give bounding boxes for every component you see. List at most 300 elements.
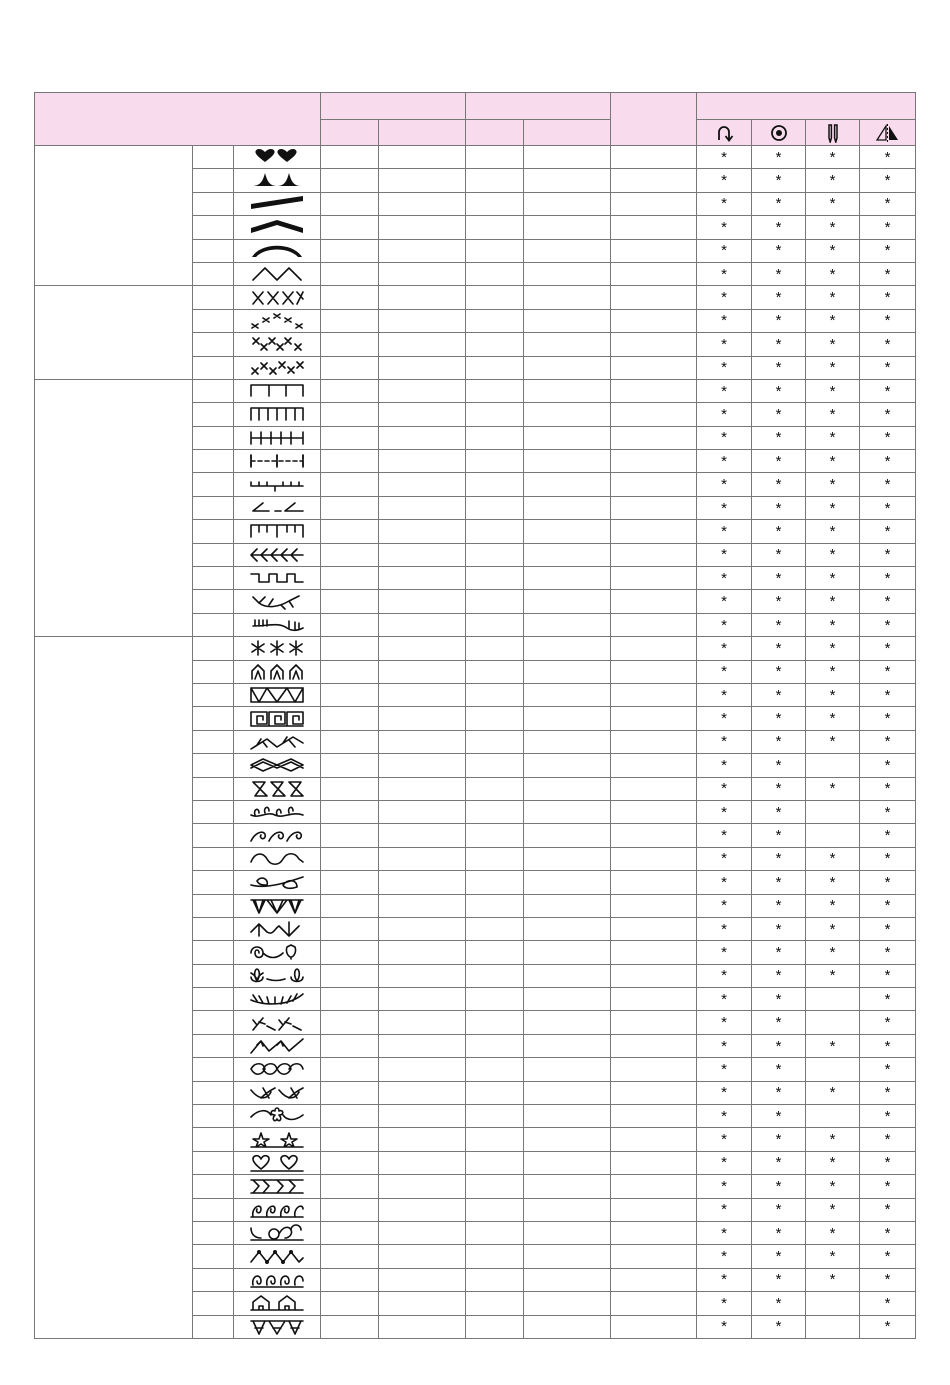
twin-needle-mark: * [806, 1245, 860, 1268]
setting-cell [321, 871, 379, 894]
stitch-number-cell [193, 450, 234, 473]
reverse-stitch-mark: * [697, 146, 752, 169]
setting-cell [321, 169, 379, 192]
setting-cell [321, 1128, 379, 1151]
mirror-image-mark: * [860, 216, 916, 239]
setting-cell [524, 1175, 611, 1198]
setting-cell [379, 379, 466, 402]
dashed-ladder-stitch-icon [234, 450, 321, 473]
reverse-stitch-mark: * [697, 1081, 752, 1104]
stitch-number-cell [193, 613, 234, 636]
tie-off-mark: * [752, 426, 806, 449]
twin-needle-mark: * [806, 1198, 860, 1221]
stitch-number-cell [193, 356, 234, 379]
setting-cell [379, 1011, 466, 1034]
setting-cell [524, 777, 611, 800]
setting-cell [611, 637, 697, 660]
setting-cell [379, 1221, 466, 1244]
stitch-number-cell [193, 1315, 234, 1338]
setting-cell [611, 1128, 697, 1151]
square-wave-stitch-icon [234, 567, 321, 590]
mirror-image-mark: * [860, 730, 916, 753]
tie-off-icon [752, 120, 806, 146]
reverse-stitch-mark: * [697, 520, 752, 543]
reverse-stitch-mark: * [697, 496, 752, 519]
mirror-image-mark: * [860, 800, 916, 823]
reverse-stitch-mark: * [697, 1105, 752, 1128]
reverse-stitch-mark: * [697, 590, 752, 613]
setting-cell [466, 356, 524, 379]
setting-cell [466, 1058, 524, 1081]
blanket-step-stitch-icon [234, 520, 321, 543]
reverse-stitch-mark: * [697, 473, 752, 496]
tie-off-mark: * [752, 1034, 806, 1057]
setting-cell [611, 403, 697, 426]
reverse-stitch-mark: * [697, 239, 752, 262]
twin-needle-mark: * [806, 403, 860, 426]
reverse-stitch-mark: * [697, 1245, 752, 1268]
tie-off-mark: * [752, 1128, 806, 1151]
setting-cell [611, 1151, 697, 1174]
setting-cell [524, 1151, 611, 1174]
setting-cell [466, 286, 524, 309]
twin-needle-mark: * [806, 543, 860, 566]
stitch-number-cell [193, 660, 234, 683]
spiral-wave-stitch-icon [234, 824, 321, 847]
mirror-image-mark: * [860, 1081, 916, 1104]
setting-cell [379, 894, 466, 917]
mirror-image-mark: * [860, 1198, 916, 1221]
setting-cell [379, 496, 466, 519]
setting-cell [379, 309, 466, 332]
tie-off-mark: * [752, 520, 806, 543]
stitch-number-cell [193, 333, 234, 356]
setting-cell [524, 286, 611, 309]
tie-off-mark: * [752, 1292, 806, 1315]
tie-off-mark: * [752, 754, 806, 777]
setting-cell [524, 824, 611, 847]
header-functions [697, 93, 916, 120]
setting-cell [379, 333, 466, 356]
twin-needle-mark [806, 1011, 860, 1034]
setting-cell [379, 964, 466, 987]
mirror-image-mark: * [860, 707, 916, 730]
setting-cell [524, 1221, 611, 1244]
mirror-image-mark: * [860, 239, 916, 262]
setting-cell [321, 800, 379, 823]
setting-cell [379, 426, 466, 449]
reverse-stitch-mark: * [697, 309, 752, 332]
setting-cell [379, 660, 466, 683]
mirror-image-mark: * [860, 824, 916, 847]
setting-cell [466, 707, 524, 730]
setting-cell [466, 1128, 524, 1151]
setting-cell [466, 379, 524, 402]
setting-cell [466, 824, 524, 847]
tie-off-mark: * [752, 1081, 806, 1104]
mirror-image-mark: * [860, 1128, 916, 1151]
setting-cell [524, 637, 611, 660]
mirror-image-mark: * [860, 660, 916, 683]
ladder-stitch-icon [234, 426, 321, 449]
setting-cell [466, 216, 524, 239]
mirror-image-mark: * [860, 333, 916, 356]
setting-cell [379, 1105, 466, 1128]
loops-stitch-icon [234, 1198, 321, 1221]
setting-cell [321, 1058, 379, 1081]
twin-needle-mark: * [806, 192, 860, 215]
setting-cell [379, 1245, 466, 1268]
mirror-image-mark: * [860, 356, 916, 379]
twin-needle-mark [806, 1058, 860, 1081]
twin-needle-mark: * [806, 894, 860, 917]
blanket-dense-stitch-icon [234, 403, 321, 426]
mirror-image-mark: * [860, 613, 916, 636]
stitch-category-cell [35, 637, 193, 1339]
setting-cell [321, 777, 379, 800]
setting-cell [611, 262, 697, 285]
flower-vine-stitch-icon [234, 1105, 321, 1128]
arrow-vine-stitch-icon [234, 1034, 321, 1057]
setting-cell [611, 847, 697, 870]
setting-cell [611, 567, 697, 590]
setting-cell [466, 567, 524, 590]
tie-off-mark: * [752, 1151, 806, 1174]
setting-cell [524, 192, 611, 215]
tie-off-mark: * [752, 356, 806, 379]
setting-cell [321, 426, 379, 449]
setting-cell [321, 1198, 379, 1221]
setting-cell [379, 543, 466, 566]
twin-needle-mark: * [806, 426, 860, 449]
setting-cell [466, 1105, 524, 1128]
setting-cell [524, 894, 611, 917]
leaf-vine-stitch-icon [234, 871, 321, 894]
triangle-diamond-stitch-icon [234, 683, 321, 706]
stitch-number-cell [193, 403, 234, 426]
setting-cell [321, 146, 379, 169]
setting-cell [524, 871, 611, 894]
setting-cell [321, 473, 379, 496]
setting-cell [321, 1011, 379, 1034]
setting-cell [524, 800, 611, 823]
stitch-number-cell [193, 1011, 234, 1034]
hearts-outline-stitch-icon [234, 1151, 321, 1174]
stitch-number-cell [193, 543, 234, 566]
tie-off-mark: * [752, 777, 806, 800]
setting-cell [524, 917, 611, 940]
table-row [35, 379, 916, 402]
setting-cell [611, 192, 697, 215]
setting-cell [611, 309, 697, 332]
setting-cell [379, 777, 466, 800]
setting-cell [466, 964, 524, 987]
stitch-number-cell [193, 146, 234, 169]
stitch-number-cell [193, 286, 234, 309]
tie-off-mark: * [752, 871, 806, 894]
stitch-number-cell [193, 239, 234, 262]
setting-cell [379, 847, 466, 870]
setting-cell [321, 660, 379, 683]
stitch-number-cell [193, 637, 234, 660]
setting-cell [611, 754, 697, 777]
setting-cell [466, 683, 524, 706]
setting-cell [321, 543, 379, 566]
twin-needle-mark: * [806, 941, 860, 964]
setting-cell [466, 847, 524, 870]
mirror-image-mark: * [860, 1058, 916, 1081]
setting-cell [379, 216, 466, 239]
mirror-image-mark: * [860, 871, 916, 894]
mirror-image-mark: * [860, 450, 916, 473]
stitch-number-cell [193, 426, 234, 449]
reverse-stitch-mark: * [697, 637, 752, 660]
mirror-image-mark: * [860, 1011, 916, 1034]
setting-cell [321, 239, 379, 262]
tie-off-mark: * [752, 1198, 806, 1221]
setting-cell [379, 1081, 466, 1104]
mirror-image-mark: * [860, 777, 916, 800]
stitch-number-cell [193, 1081, 234, 1104]
setting-cell [379, 917, 466, 940]
mirror-image-mark: * [860, 379, 916, 402]
setting-cell [611, 286, 697, 309]
diamond-zigzag-stitch-icon [234, 754, 321, 777]
twin-needle-mark: * [806, 169, 860, 192]
setting-cell [466, 146, 524, 169]
chevron-band-stitch-icon [234, 1175, 321, 1198]
setting-cell [524, 730, 611, 753]
reverse-stitch-mark: * [697, 1034, 752, 1057]
scallop-points-stitch-icon [234, 169, 321, 192]
setting-cell [524, 754, 611, 777]
setting-cell [611, 146, 697, 169]
setting-cell [611, 683, 697, 706]
setting-cell [611, 988, 697, 1011]
setting-cell [611, 1081, 697, 1104]
star-stitch-icon [234, 637, 321, 660]
mirror-image-mark: * [860, 1105, 916, 1128]
stitch-number-cell [193, 169, 234, 192]
tie-off-mark: * [752, 1105, 806, 1128]
setting-cell [611, 613, 697, 636]
setting-cell [611, 1292, 697, 1315]
tie-off-mark: * [752, 1221, 806, 1244]
setting-cell [379, 473, 466, 496]
setting-cell [524, 1292, 611, 1315]
reverse-stitch-icon [697, 120, 752, 146]
tie-off-mark: * [752, 169, 806, 192]
setting-cell [379, 800, 466, 823]
reverse-stitch-mark: * [697, 730, 752, 753]
stitch-number-cell [193, 520, 234, 543]
mirror-image-mark: * [860, 637, 916, 660]
mirror-image-mark: * [860, 520, 916, 543]
twin-needle-mark: * [806, 777, 860, 800]
stitch-number-cell [193, 216, 234, 239]
setting-cell [321, 379, 379, 402]
setting-cell [379, 613, 466, 636]
mirror-image-mark: * [860, 941, 916, 964]
fan-stitch-icon [234, 894, 321, 917]
mirror-image-mark: * [860, 426, 916, 449]
setting-cell [611, 871, 697, 894]
reverse-stitch-mark: * [697, 1315, 752, 1338]
setting-cell [321, 1292, 379, 1315]
setting-cell [524, 520, 611, 543]
reverse-stitch-mark: * [697, 988, 752, 1011]
reverse-stitch-mark: * [697, 707, 752, 730]
twin-needle-mark: * [806, 286, 860, 309]
header-sub-4 [524, 120, 611, 146]
reverse-stitch-mark: * [697, 1058, 752, 1081]
reverse-stitch-mark: * [697, 1292, 752, 1315]
twin-needle-mark: * [806, 146, 860, 169]
sprig-stitch-icon [234, 1011, 321, 1034]
setting-cell [524, 543, 611, 566]
stitch-number-cell [193, 894, 234, 917]
setting-cell [379, 239, 466, 262]
setting-cell [611, 473, 697, 496]
header-group-2 [466, 93, 611, 120]
tulip-arrow-stitch-icon [234, 917, 321, 940]
mirror-image-mark: * [860, 1175, 916, 1198]
tie-off-mark: * [752, 146, 806, 169]
reverse-stitch-mark: * [697, 964, 752, 987]
tie-off-mark: * [752, 239, 806, 262]
reverse-stitch-mark: * [697, 403, 752, 426]
reverse-stitch-mark: * [697, 1268, 752, 1291]
twin-needle-mark: * [806, 356, 860, 379]
setting-cell [611, 169, 697, 192]
stitch-number-cell [193, 964, 234, 987]
reverse-stitch-mark: * [697, 1151, 752, 1174]
blanket-stitch-icon [234, 379, 321, 402]
twin-needle-mark: * [806, 683, 860, 706]
twin-needle-mark: * [806, 707, 860, 730]
setting-cell [321, 941, 379, 964]
twin-needle-mark: * [806, 1268, 860, 1291]
table-row [35, 286, 916, 309]
stitch-number-cell [193, 1058, 234, 1081]
setting-cell [466, 192, 524, 215]
stitch-number-cell [193, 192, 234, 215]
setting-cell [321, 894, 379, 917]
twin-needle-mark: * [806, 450, 860, 473]
reverse-stitch-mark: * [697, 847, 752, 870]
setting-cell [611, 1315, 697, 1338]
cross-stitch-icon [234, 286, 321, 309]
mirror-image-mark: * [860, 754, 916, 777]
setting-cell [611, 379, 697, 402]
tie-off-mark: * [752, 894, 806, 917]
setting-cell [379, 754, 466, 777]
stitch-category-cell [35, 146, 193, 286]
setting-cell [611, 1058, 697, 1081]
setting-cell [379, 1128, 466, 1151]
mirror-image-mark: * [860, 1034, 916, 1057]
mirror-image-mark: * [860, 1245, 916, 1268]
reverse-stitch-mark: * [697, 1011, 752, 1034]
reverse-stitch-mark: * [697, 1128, 752, 1151]
setting-cell [611, 964, 697, 987]
setting-cell [524, 1105, 611, 1128]
setting-cell [379, 1175, 466, 1198]
setting-cell [321, 1034, 379, 1057]
mirror-image-mark: * [860, 286, 916, 309]
mirror-image-mark: * [860, 1221, 916, 1244]
mirror-image-mark: * [860, 917, 916, 940]
reverse-stitch-mark: * [697, 800, 752, 823]
mirror-image-mark: * [860, 192, 916, 215]
setting-cell [321, 309, 379, 332]
header-stitch-cell [35, 93, 321, 146]
tie-off-mark: * [752, 1315, 806, 1338]
setting-cell [321, 988, 379, 1011]
tie-off-mark: * [752, 637, 806, 660]
mirror-image-mark: * [860, 1151, 916, 1174]
setting-cell [321, 403, 379, 426]
table-row [35, 637, 916, 660]
stitch-number-cell [193, 1105, 234, 1128]
setting-cell [524, 1198, 611, 1221]
setting-cell [524, 262, 611, 285]
eyelash-stitch-icon [234, 613, 321, 636]
tie-off-mark: * [752, 1058, 806, 1081]
tie-off-mark: * [752, 590, 806, 613]
twin-needle-mark: * [806, 1221, 860, 1244]
mirror-image-mark: * [860, 847, 916, 870]
setting-cell [524, 847, 611, 870]
setting-cell [611, 543, 697, 566]
stitch-number-cell [193, 1292, 234, 1315]
tie-off-mark: * [752, 216, 806, 239]
setting-cell [321, 1105, 379, 1128]
setting-cell [524, 426, 611, 449]
setting-cell [611, 1221, 697, 1244]
setting-cell [321, 590, 379, 613]
setting-cell [321, 1081, 379, 1104]
tie-off-mark: * [752, 1011, 806, 1034]
fern-stitch-icon [234, 988, 321, 1011]
tie-off-mark: * [752, 403, 806, 426]
setting-cell [379, 1292, 466, 1315]
twin-needle-mark: * [806, 660, 860, 683]
twin-needle-mark: * [806, 520, 860, 543]
stitch-number-cell [193, 824, 234, 847]
setting-cell [321, 917, 379, 940]
feather-step-stitch-icon [234, 730, 321, 753]
twin-needle-mark: * [806, 239, 860, 262]
setting-cell [524, 473, 611, 496]
setting-cell [524, 1058, 611, 1081]
stitch-number-cell [193, 496, 234, 519]
setting-cell [466, 333, 524, 356]
twin-needle-mark [806, 1292, 860, 1315]
setting-cell [466, 754, 524, 777]
setting-cell [524, 613, 611, 636]
setting-cell [321, 964, 379, 987]
setting-cell [466, 590, 524, 613]
twin-needle-mark: * [806, 730, 860, 753]
bow-stitch-icon [234, 1081, 321, 1104]
setting-cell [466, 543, 524, 566]
setting-cell [379, 730, 466, 753]
setting-cell [321, 637, 379, 660]
setting-cell [524, 239, 611, 262]
setting-cell [611, 941, 697, 964]
setting-cell [611, 1034, 697, 1057]
